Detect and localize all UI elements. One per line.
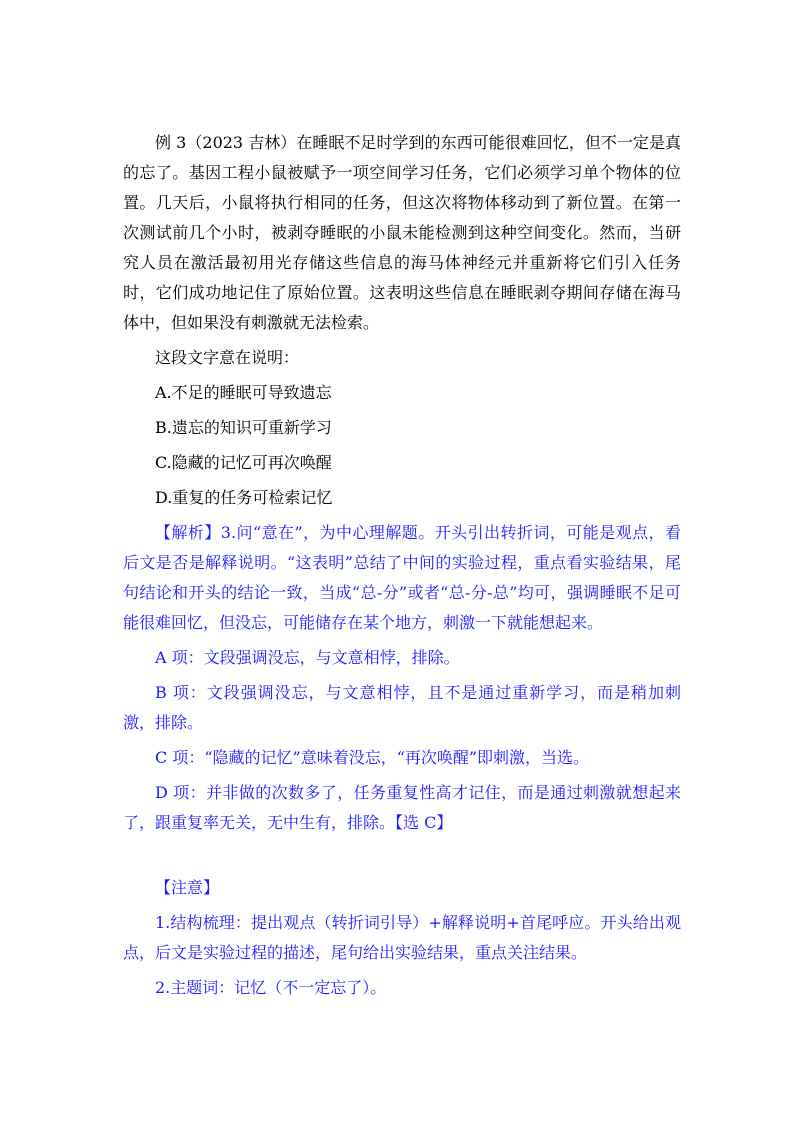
notes-item-structure: 1.结构梳理：提出观点（转折词引导）+解释说明+首尾呼应。开头给出观点，后文是实验过程的描述，尾句给出实验结果，重点关注结果。	[123, 913, 681, 962]
question-passage: 例 3（2023 吉林）在睡眠不足时学到的东西可能很难回忆，但不一定是真的忘了。基因工程小鼠被赋予一项空间学习任务，它们必须学习单个物体的位置。几天后，小鼠将执行相同的任务，但这次将物体移动到了新位置。在第一次测试前几个小时，被剥夺睡眠的小鼠未能检测到这种空间变化。然而，当研究人员在激活最初用光存储这些信息的海马体神经元并重新将它们引入任务时，它们成功地记住了原始位置。这表明这些信息在睡眠剥夺期间存储在海马体中，但如果没有刺激就无法检索。	[123, 133, 681, 332]
option-b: B.遗忘的知识可重新学习	[155, 418, 332, 437]
document-body	[123, 128, 681, 1008]
option-d: D.重复的任务可检索记忆	[155, 488, 333, 507]
analysis-option-c: C 项：“隐藏的记忆”意味着没忘，“再次唤醒”即刺激，当选。	[155, 748, 590, 767]
analysis-option-b: B 项：文段强调没忘，与文意相悖，且不是通过重新学习，而是稍加刺激，排除。	[123, 683, 681, 732]
option-a: A.不足的睡眠可导致遗忘	[155, 383, 332, 402]
notes-item-theme: 2.主题词：记忆（不一定忘了）。	[155, 978, 387, 997]
section-spacer	[123, 843, 681, 873]
analysis-intro: 【解析】3.问“意在”，为中心理解题。开头引出转折词，可能是观点，看后文是否是解释说明。“这表明”总结了中间的实验过程，重点看实验结果，尾句结论和开头的结论一致，当成“总-分”或者“总-分-总”均可，强调睡眠不足可能很难回忆，但没忘，可能储存在某个地方，刺激一下就能想起来。	[123, 523, 681, 632]
analysis-option-a: A 项：文段强调没忘，与文意相悖，排除。	[155, 648, 460, 667]
option-c: C.隐藏的记忆可再次唤醒	[155, 453, 332, 472]
notes-title: 【注意】	[155, 878, 220, 897]
question-prompt: 这段文字意在说明：	[155, 348, 300, 367]
analysis-option-d: D 项：并非做的次数多了，任务重复性高才记住，而是通过刺激就想起来了，跟重复率无关，无中生有，排除。【选 C】	[123, 783, 681, 832]
